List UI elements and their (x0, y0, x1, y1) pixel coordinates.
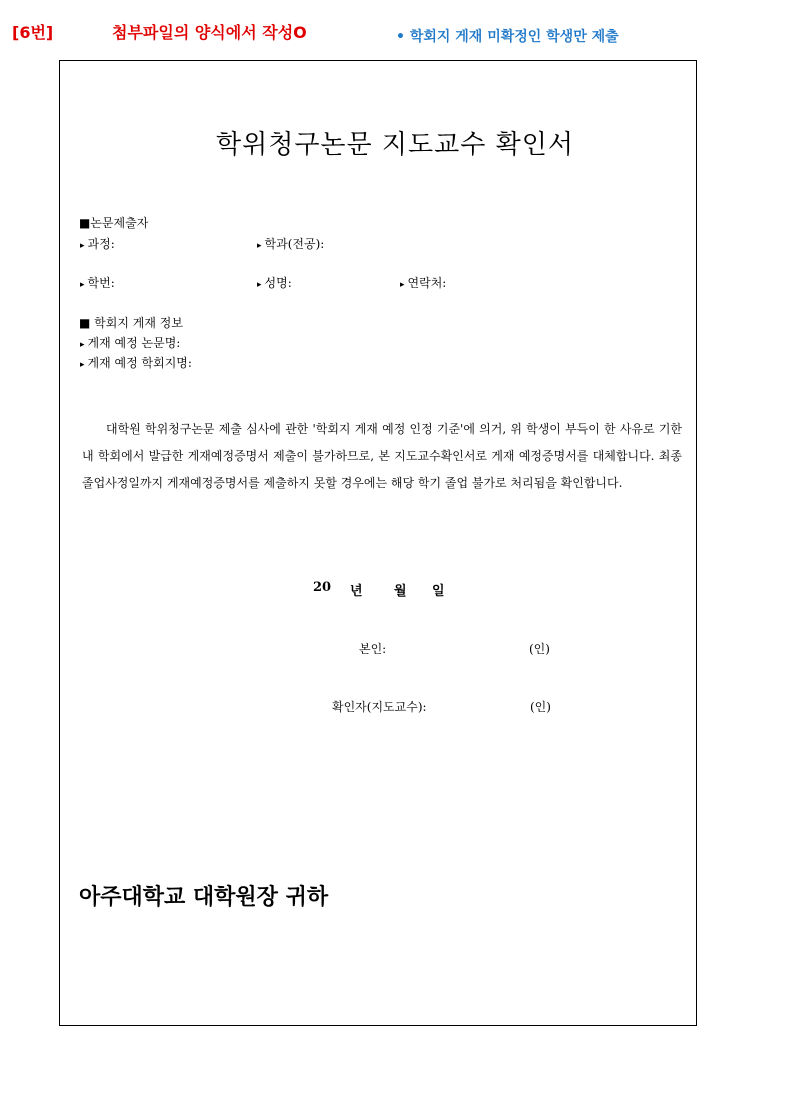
field-student-id-label: 학번: (87, 276, 115, 290)
field-paper-title-label: 게재 예정 논문명: (87, 336, 181, 350)
signature-self-seal: (인) (529, 642, 550, 656)
signature-advisor-seal: (인) (530, 700, 551, 714)
date-year-unit: 년 (350, 584, 363, 599)
field-course (80, 235, 115, 252)
attachment-note: 첨부파일의 양식에서 작성O (112, 23, 307, 42)
field-student-id (80, 274, 115, 291)
document-title: 학위청구논문 지도교수 확인서 (215, 130, 575, 160)
field-department (257, 235, 324, 252)
addressee-line: 아주대학교 대학원장 귀하 (79, 885, 329, 910)
field-journal-name-label: 게재 예정 학회지명: (87, 356, 192, 370)
triangle-bullet-icon: ▸ (80, 241, 85, 251)
field-department-label: 학과(전공): (264, 237, 325, 251)
triangle-bullet-icon: ▸ (80, 280, 85, 290)
page-number-label: [6번] (12, 23, 54, 42)
field-paper-title (80, 334, 180, 351)
date-year: 20 (313, 580, 332, 595)
field-course-label: 과정: (87, 237, 115, 251)
triangle-bullet-icon: ▸ (80, 360, 85, 370)
section-submitter-heading: ■논문제출자 (79, 216, 149, 230)
field-name (257, 274, 292, 291)
field-name-label: 성명: (264, 276, 292, 290)
triangle-bullet-icon: ▸ (80, 340, 85, 350)
triangle-bullet-icon: ▸ (400, 280, 405, 290)
section-journal-heading: ■ 학회지 게재 정보 (79, 316, 183, 330)
submission-condition-note: • 학회지 게재 미확정인 학생만 제출 (396, 29, 619, 45)
field-contact (400, 274, 446, 291)
triangle-bullet-icon: ▸ (257, 280, 262, 290)
field-journal-name (80, 354, 192, 371)
confirmation-body-text: 대학원 학위청구논문 제출 심사에 관한 '학회지 게재 예정 인정 기준'에 의거, 위 학생이 부득이 한 사유로 기한 내 학회에서 발급한 게재예정증명서 제출이 불가하므로, 본 지도교수확인서로 게재 예정증명서를 대체합니다. 최종 졸업사정일까지 게재예정증명서를 제출하지 못할 경우에는 해당 학기 졸업 불가로 처리됨을 확인합니다. (82, 422, 682, 490)
date-day-unit: 일 (432, 584, 445, 599)
signature-self-label: 본인: (359, 642, 387, 656)
date-month-unit: 월 (394, 584, 407, 599)
signature-advisor-label: 확인자(지도교수): (332, 700, 427, 714)
triangle-bullet-icon: ▸ (257, 241, 262, 251)
field-contact-label: 연락처: (407, 276, 447, 290)
